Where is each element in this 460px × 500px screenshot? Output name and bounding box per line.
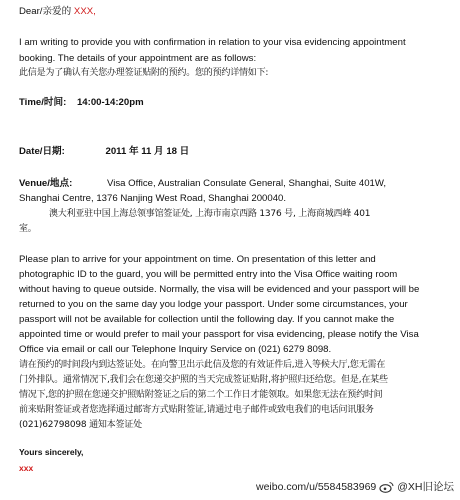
- body-en-3: without having to queue outside. Normally, the visa will be evidenced and your passport will be: [19, 284, 420, 295]
- weibo-watermark: [256, 479, 454, 494]
- intro-line-2: booking. The details of your appointment are as follows:: [19, 53, 257, 64]
- date-row: [19, 146, 189, 158]
- body-cn-5: (021)62798098 通知本签证处: [19, 420, 142, 430]
- venue-label: Venue/地点:: [19, 178, 73, 189]
- body-cn-1: 请在预约的时间段内到达签证处。在向警卫出示此信及您的有效证件后,进入等候大厅,您无需在: [19, 360, 386, 370]
- body-cn-3: 情况下,您的护照在您递交护照贴附签证之后的第二个工作日才能领取。如果您无法在预约时间: [19, 390, 383, 400]
- weibo-logo-icon: [379, 481, 394, 493]
- body-en-5: passport will not be available for collection until the following day. If you cannot make the: [19, 314, 395, 325]
- body-cn-2: 门外排队。通常情况下,我们会在您递交护照的当天完成签证贴附,将护照归还给您。但是,在某些: [19, 375, 388, 385]
- body-cn-4: 前来贴附签证或者您选择通过邮寄方式贴附签证,请通过电子邮件或致电我们的电话问讯服务: [19, 405, 374, 415]
- intro-line-1: I am writing to provide you with confirmation in relation to your visa evidencing appointment: [19, 37, 406, 48]
- time-row: [19, 97, 144, 109]
- closing: Yours sincerely,: [19, 447, 84, 457]
- body-en-1: Please plan to arrive for your appointment on time. On presentation of this letter and: [19, 254, 376, 265]
- watermark-handle: @XH旧论坛: [397, 481, 454, 493]
- time-value: 14:00-14:20pm: [76, 97, 144, 108]
- venue-line-2: Shanghai Centre, 1376 Nanjing West Road, Shanghai 200040.: [19, 193, 287, 204]
- watermark-url: weibo.com/u/5584583969: [255, 480, 377, 493]
- body-en-7: Office via email or call our Telephone Inquiry Service on (021) 6279 8098.: [19, 344, 332, 355]
- salutation-prefix: Dear/亲爱的: [19, 6, 72, 17]
- date-label: Date/日期:: [19, 146, 65, 157]
- venue-row-1: [19, 178, 386, 190]
- body-en-2: photographic ID to the guard, you will be permitted entry into the Visa Office waiting room: [19, 269, 398, 280]
- body-en-4: returned to you on the same day you lodge your passport. Under some circumstances, your: [19, 299, 408, 310]
- venue-cn-2: 室。: [19, 224, 37, 234]
- body-en-6: appointed time or would prefer to mail your passport for visa evidencing, please notify the Visa: [19, 329, 419, 340]
- recipient-name: XXX,: [73, 6, 96, 17]
- date-value: 2011 年 11 月 18 日: [105, 146, 190, 157]
- time-label: Time/时间:: [19, 97, 67, 108]
- venue-line-1: Visa Office, Australian Consulate General, Shanghai, Suite 401W,: [106, 178, 387, 189]
- signatory-name: xxx: [19, 463, 34, 473]
- venue-cn-1: 澳大利亚驻中国上海总领事馆签证处, 上海市南京西路 1376 号, 上海商城西峰 401: [49, 209, 371, 219]
- intro-cn: 此信是为了确认有关您办理签证贴附的预约。您的预约详情如下:: [19, 68, 269, 78]
- salutation: [19, 6, 96, 18]
